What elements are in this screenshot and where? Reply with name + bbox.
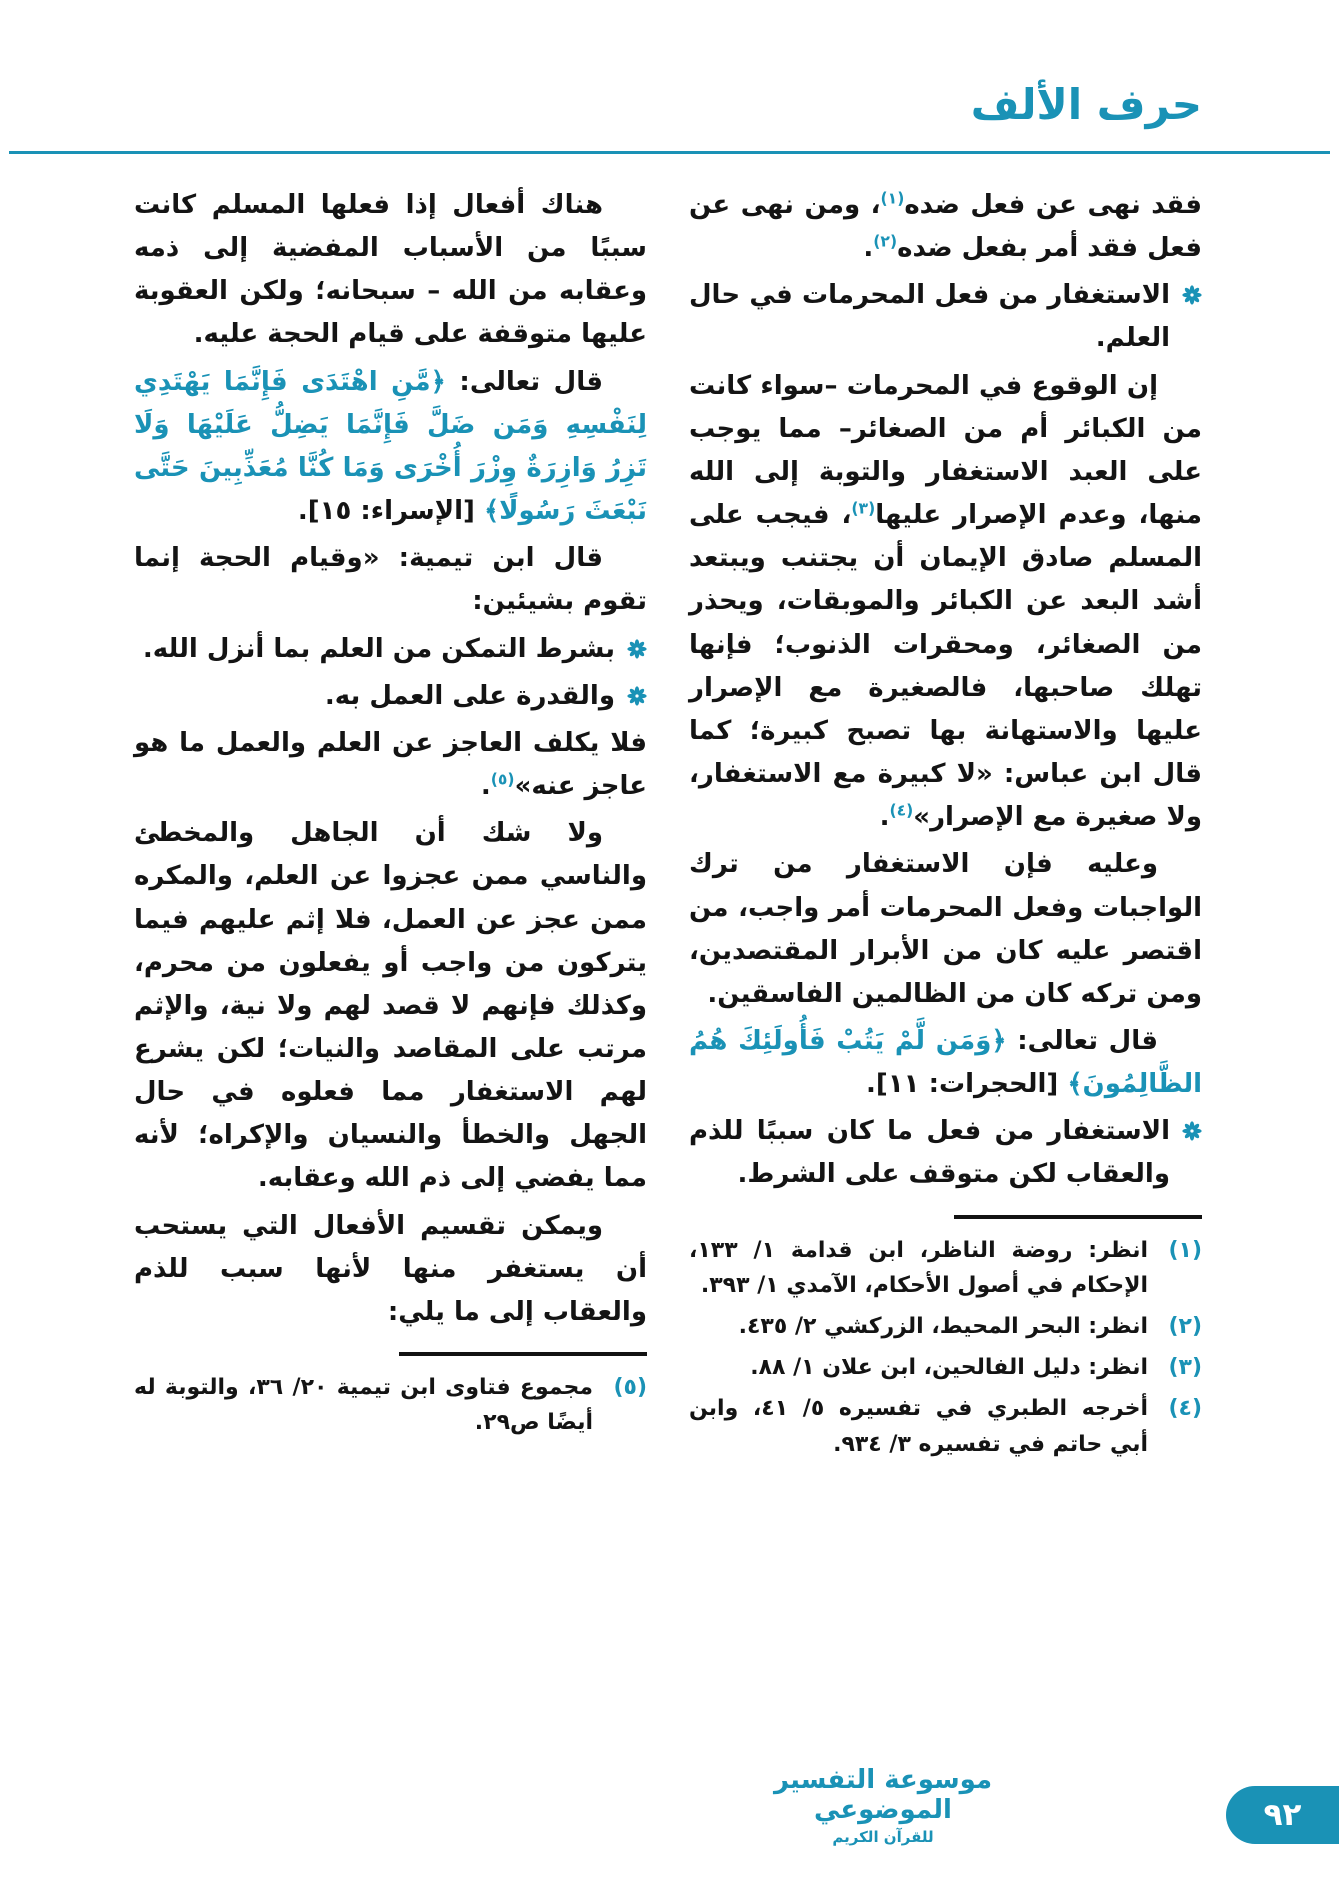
paragraph <box>689 365 1202 840</box>
paragraph <box>134 812 647 1200</box>
bullet-text <box>134 628 615 671</box>
paragraph <box>134 184 647 357</box>
text-run: ولا شك أن الجاهل والمخطئ والناسي ممن عجزوا عن العلم، والمكره ممن عجز عن العمل، فلا إثم عليهم فيما يتركون من واجب أو يفعلون من محرم، وكذلك فإنهم لا قصد لهم ولا نية، والإثم مرتب على المقاصد والنيات؛ لكن يشرع لهم الاستغفار مما فعلوه في حال الجهل والخطأ والنسيان والإكراه؛ لأنه مما يفضي إلى ذم الله وعقابه. <box>134 818 647 1194</box>
bullet-item <box>134 675 647 718</box>
footnote-number: (٤) <box>1168 1396 1202 1422</box>
text-run: قال تعالى: <box>445 366 603 397</box>
flower-bullet-icon <box>627 639 647 659</box>
paragraph <box>689 843 1202 1016</box>
flower-bullet-icon <box>627 686 647 706</box>
paragraph <box>134 1205 647 1334</box>
text-run: فقد نهى عن فعل ضده <box>904 190 1202 220</box>
logo-subtitle: للقرآن الكريم <box>832 1828 934 1846</box>
text-run: هناك أفعال إذا فعلها المسلم كانت سببًا من الأسباب المفضية إلى ذمه وعقابه من الله – سبحانه؛ ولكن العقوبة عليها متوقفة على قيام الحجة عليه. <box>134 190 647 350</box>
footnote-text: انظر: روضة الناظر، ابن قدامة ١/ ١٣٣، الإحكام في أصول الأحكام، الآمدي ١/ ٣٩٣. <box>689 1237 1148 1298</box>
paragraph <box>134 537 647 623</box>
text-run: قال ابن تيمية: «وقيام الحجة إنما تقوم بشيئين: <box>134 543 647 617</box>
bullet-text <box>689 1110 1170 1196</box>
paragraph <box>134 361 647 534</box>
footnote-ref: (٣) <box>851 499 876 518</box>
footnote-text: مجموع فتاوى ابن تيمية ٢٠/ ٣٦، والتوبة له أيضًا ص٢٩. <box>134 1375 593 1436</box>
text-run: . <box>879 802 890 833</box>
column-right <box>689 184 1202 1468</box>
footnote-ref: (٥) <box>490 770 515 789</box>
footnote-separator <box>954 1215 1202 1219</box>
footnote-text: انظر: البحر المحيط، الزركشي ٢/ ٤٣٥. <box>738 1313 1148 1339</box>
text-run: الاستغفار من فعل ما كان سببًا للذم والعقاب لكن متوقف على الشرط. <box>689 1116 1170 1190</box>
footnote-number: (١) <box>1168 1237 1202 1263</box>
flower-bullet-icon <box>1182 285 1202 305</box>
footnote-ref: (٤) <box>889 801 914 820</box>
text-run: إن الوقوع في المحرمات –سواء كانت من الكبائر أم من الصغائر– مما يوجب على العبد الاستغفار والتوبة إلى الله منها، وعدم الإصرار عليها <box>689 370 1203 531</box>
text-run: فلا يكلف العاجز عن العلم والعمل ما هو عاجز عنه» <box>134 727 647 802</box>
footnote-ref: (٢) <box>873 232 898 251</box>
quran-verse-text: ﴿مَّنِ اهْتَدَى فَإِنَّمَا يَهْتَدِي لِنَفْسِهِ وَمَن ضَلَّ فَإِنَّمَا يَضِلُّ عَلَيْهَا وَلَا تَزِرُ وَازِرَةٌ وِزْرَ أُخْرَى وَمَا كُنَّا مُعَذِّبِينَ حَتَّى نَبْعَثَ رَسُولًا﴾ <box>134 366 647 527</box>
footnote-item <box>689 1350 1202 1385</box>
footnote-item <box>689 1309 1202 1344</box>
footnote-number: (٥) <box>613 1375 647 1401</box>
publisher-logo <box>763 1766 1003 1846</box>
text-run: [الحجرات: ١١]. <box>866 1069 1068 1100</box>
header-rule <box>9 151 1330 154</box>
text-run: الاستغفار من فعل المحرمات في حال العلم. <box>689 280 1170 354</box>
column-left <box>134 184 647 1468</box>
content <box>134 184 1202 1468</box>
logo-title: موسوعة التفسير الموضوعي <box>773 1765 993 1826</box>
footnote-number: (٢) <box>1168 1313 1202 1339</box>
text-run: قال تعالى: <box>1006 1025 1158 1056</box>
paragraph <box>134 722 647 808</box>
flower-bullet-icon <box>1182 1121 1202 1141</box>
footnotes-block <box>134 1370 647 1440</box>
footnote-item <box>689 1233 1202 1303</box>
text-run: . <box>863 233 874 264</box>
bullet-text <box>134 675 615 718</box>
chapter-heading: حرف الألف <box>970 80 1202 129</box>
footnote-ref: (١) <box>880 189 905 208</box>
text-run: وعليه فإن الاستغفار من ترك الواجبات وفعل المحرمات أمر واجب، من اقتصر عليه كان من الأبرار المقتصدين، ومن تركه كان من الظالمين الفاسقين. <box>689 849 1202 1009</box>
footnote-text: انظر: دليل الفالحين، ابن علان ١/ ٨٨. <box>750 1355 1148 1381</box>
footnote-item <box>134 1370 647 1440</box>
footnote-item <box>689 1391 1202 1461</box>
text-run: ويمكن تقسيم الأفعال التي يستحب أن يستغفر منها لأنها سبب للذم والعقاب إلى ما يلي: <box>134 1210 647 1327</box>
footnote-text: أخرجه الطبري في تفسيره ٥/ ٤١، وابن أبي حاتم في تفسيره ٣/ ٩٣٤. <box>689 1396 1148 1457</box>
paragraph <box>689 1020 1202 1106</box>
bullet-item <box>134 628 647 671</box>
footnotes-block <box>689 1233 1202 1462</box>
bullet-item <box>689 1110 1202 1196</box>
quran-verse-text: ﴿وَمَن لَّمْ يَتُبْ فَأُولَئِكَ هُمُ الظَّالِمُونَ﴾ <box>689 1025 1202 1100</box>
text-run: [الإسراء: ١٥]. <box>297 496 484 527</box>
text-run: بشرط التمكن من العلم بما أنزل الله. <box>142 633 615 664</box>
text-run: . <box>480 771 491 802</box>
text-run: والقدرة على العمل به. <box>324 680 615 711</box>
text-run: ، فيجب على المسلم صادق الإيمان أن يجتنب ويبتعد أشد البعد عن الكبائر والموبقات، ويحذر من الصغائر، ومحقرات الذنوب؛ فإنها تهلك صاحبها، فالصغيرة مع الإصرار عليها والاستهانة بها تصبح كبيرة؛ كما قال ابن عباس: «لا كبيرة مع الاستغفار، ولا صغيرة مع الإصرار» <box>689 500 1202 833</box>
footnote-number: (٣) <box>1168 1355 1202 1381</box>
page-number-badge: ٩٢ <box>1226 1786 1339 1844</box>
bullet-text <box>689 274 1170 360</box>
bullet-item <box>689 274 1202 360</box>
paragraph <box>689 184 1202 270</box>
footnote-separator <box>399 1352 647 1356</box>
text-run: ، ومن نهى عن فعل فقد أمر بفعل ضده <box>689 190 1202 264</box>
